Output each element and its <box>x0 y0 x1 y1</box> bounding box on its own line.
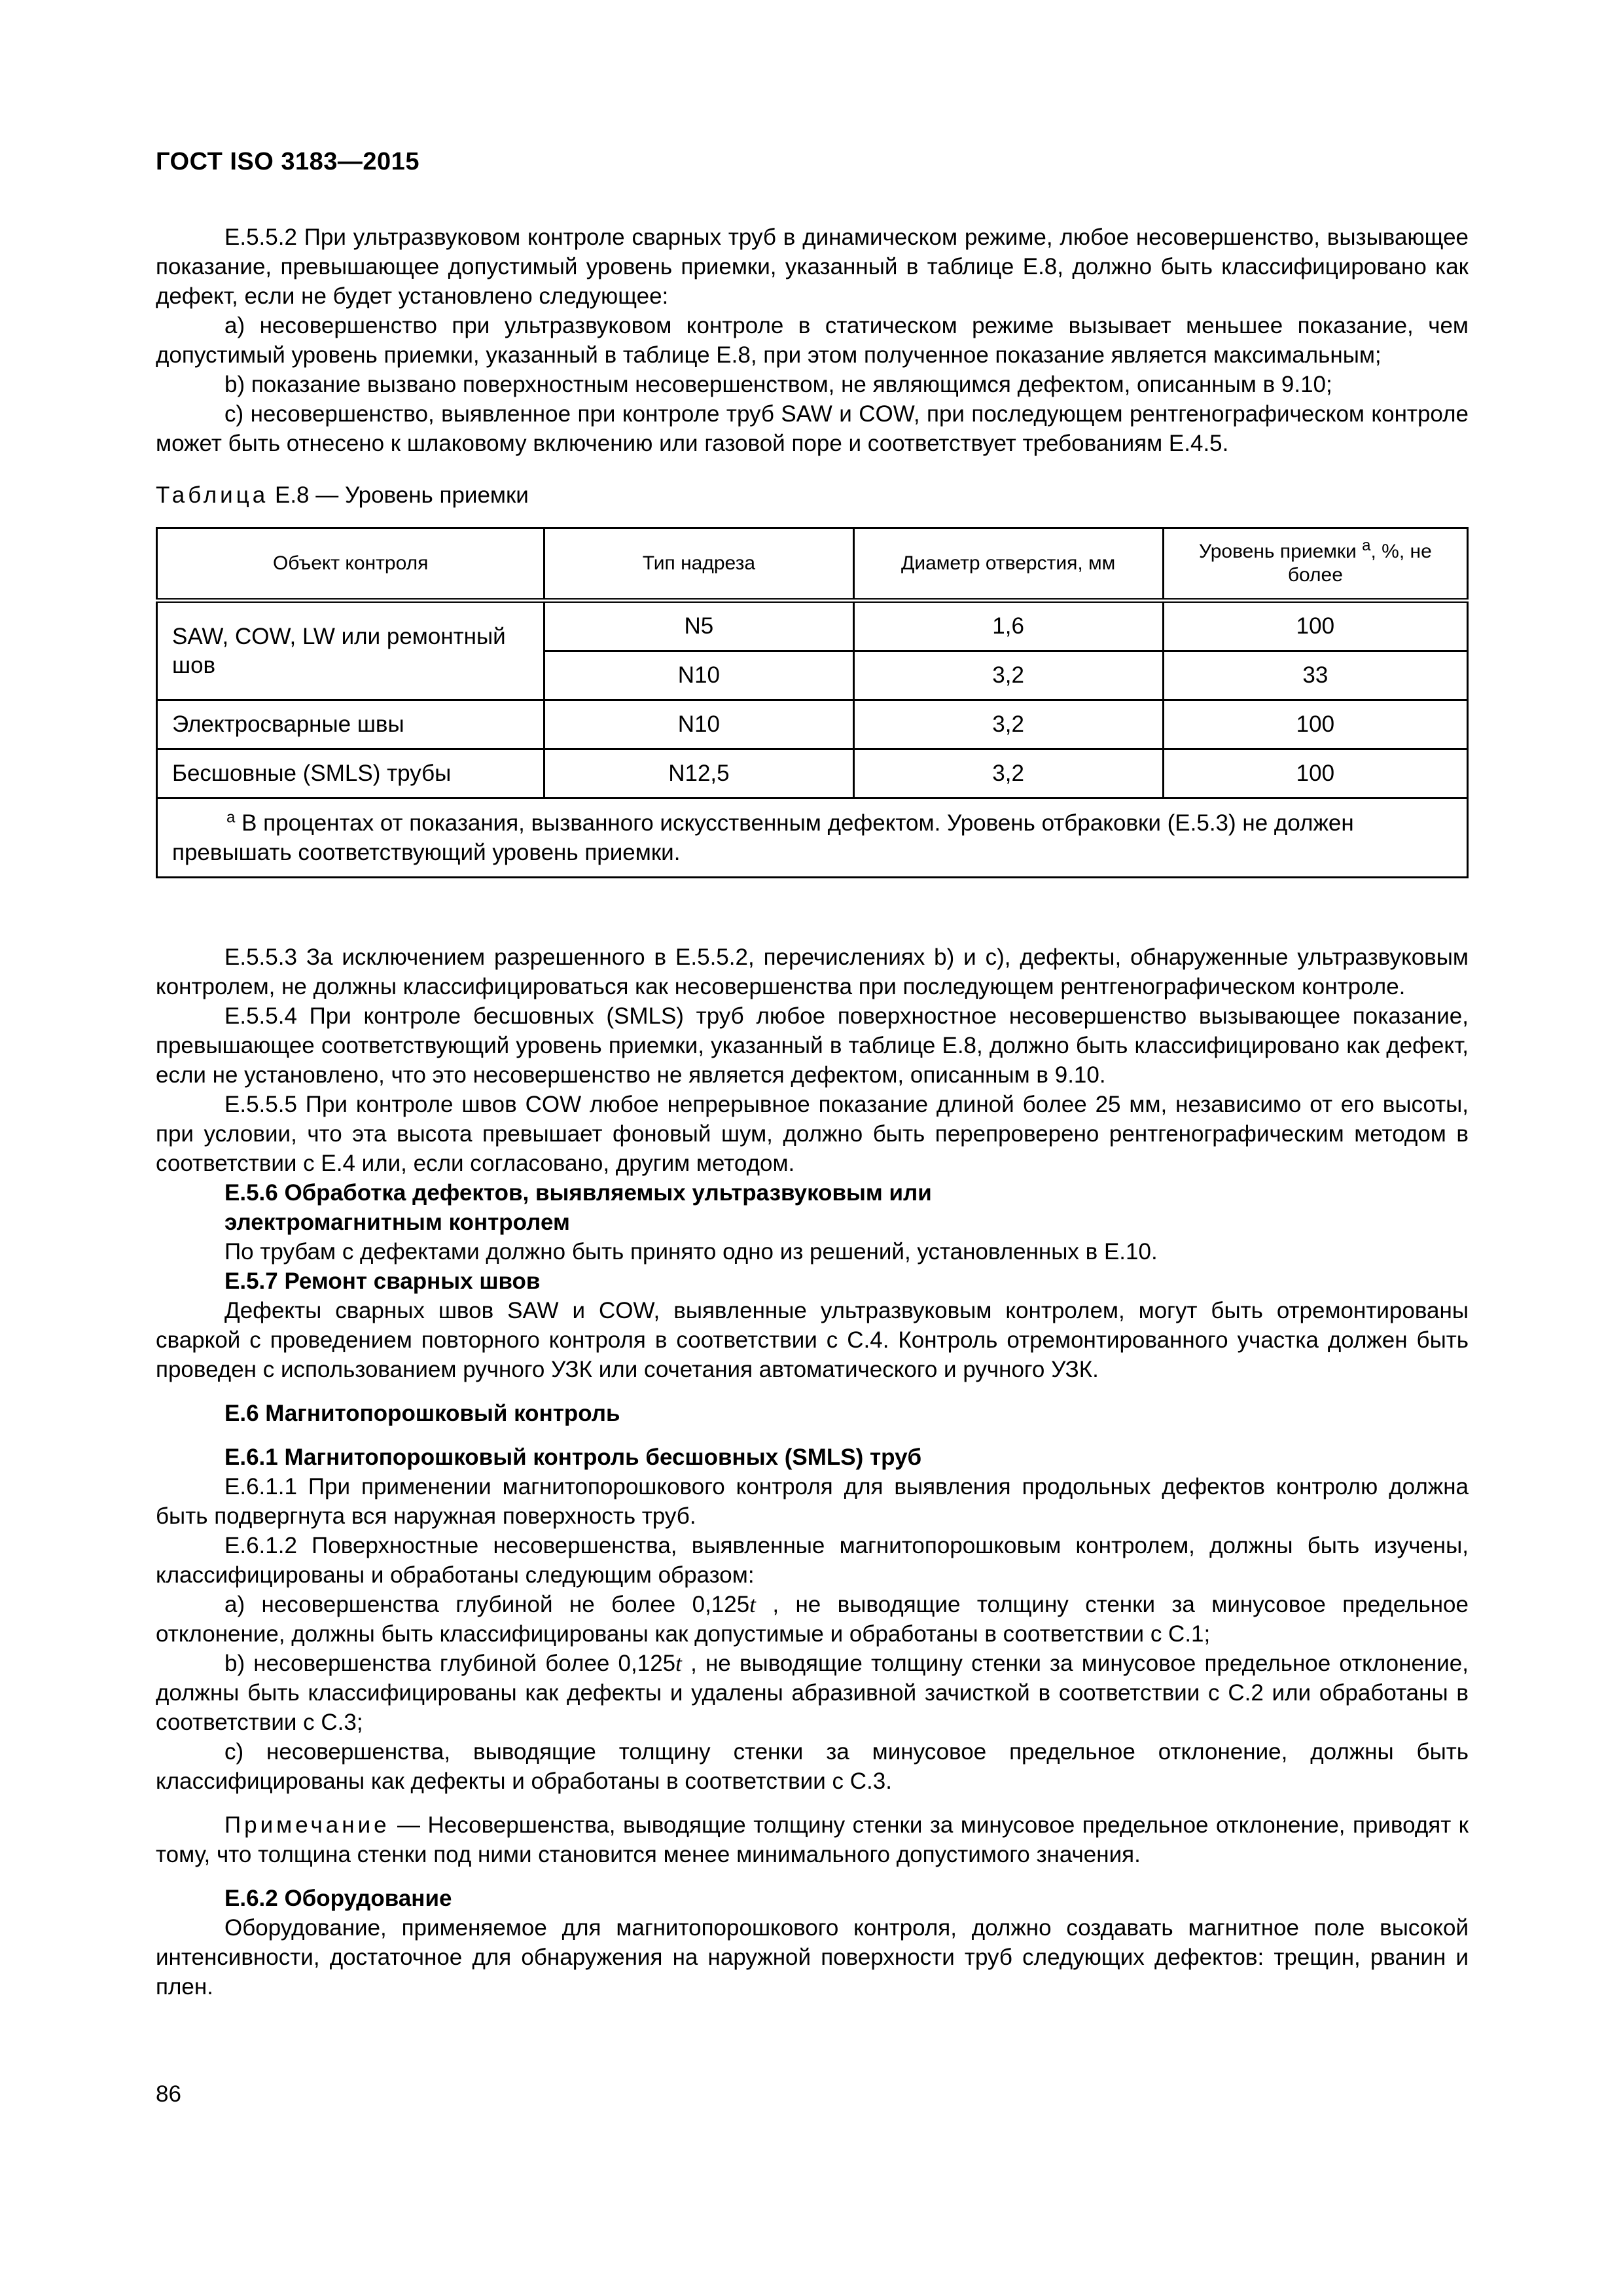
list-item-a: a) несовершенство при ультразвуковом контроле в статическом режиме вызывает меньшее показание, чем допустимый уровень приемки, указанный в таблице Е.8, при этом полученное показание является максимальным; <box>156 313 1469 368</box>
thickness-symbol: t <box>675 1651 682 1676</box>
heading-e56-line2: электромагнитным контролем <box>224 1210 570 1235</box>
page-number: 86 <box>156 2081 181 2107</box>
paragraph-e56: По трубам с дефектами должно быть принято одно из решений, установленных в Е.10. <box>224 1239 1158 1265</box>
acceptance-level-table <box>156 527 1469 878</box>
table-caption-prefix: Таблица <box>156 482 269 508</box>
paragraph-e553: Е.5.5.3 За исключением разрешенного в Е.5.5.2, перечислениях b) и c), дефекты, обнаруженные ультразвуковым контролем, не должны классифицироваться как несовершенства при последующем рентгенографическом контроле. <box>156 944 1469 999</box>
paragraph-e612: Е.6.1.2 Поверхностные несовершенства, выявленные магнитопорошковым контролем, должны быть изучены, классифицированы и обработаны следующим образом: <box>156 1533 1469 1588</box>
cell-object: Электросварные швы <box>157 700 544 749</box>
cell-diameter: 3,2 <box>853 700 1163 749</box>
table-footnote: $^a$ В процентах от показания, вызванного искусственным дефектом. Уровень отбраковки (Е.5.3) не должен превышать соответствующий уровень приемки. <box>157 798 1468 878</box>
cell-level: 100 <box>1163 749 1467 798</box>
heading-e57: Е.5.7 Ремонт сварных швов <box>224 1268 541 1294</box>
cell-level: 100 <box>1163 700 1467 749</box>
content-upper <box>156 223 1469 878</box>
cell-object: Бесшовные (SMLS) трубы <box>157 749 544 798</box>
paragraph-e57: Дефекты сварных швов SAW и COW, выявленные ультразвуковым контролем, могут быть отремонтированы сваркой с проведением повторного контроля в соответствии с С.4. Контроль отремонтированного участка должен быть проведен с использованием ручного УЗК или сочетания автоматического и ручного УЗК. <box>156 1298 1469 1382</box>
cell-notch: N10 <box>544 651 853 700</box>
cell-object: SAW, COW, LW или ремонтный шов <box>157 601 544 700</box>
table-header-row <box>157 528 1468 601</box>
note <box>156 1810 1469 1869</box>
header-hole-diameter: Диаметр отверстия, мм <box>853 528 1163 601</box>
cell-notch: N5 <box>544 601 853 651</box>
cell-notch: N10 <box>544 700 853 749</box>
heading-e56-line1: Е.5.6 Обработка дефектов, выявляемых ультразвуковым или <box>224 1180 932 1206</box>
content-lower <box>156 942 1469 2001</box>
table-caption-text: Е.8 — Уровень приемки <box>274 482 529 508</box>
document-header: ГОСТ ISO 3183—2015 <box>156 148 419 175</box>
header-acceptance-level: Уровень приемки $^a$, %, не более <box>1163 528 1467 601</box>
header-notch-type: Тип надреза <box>544 528 853 601</box>
cell-notch: N12,5 <box>544 749 853 798</box>
cell-diameter: 3,2 <box>853 749 1163 798</box>
table-row <box>157 700 1468 749</box>
cell-level: 100 <box>1163 601 1467 651</box>
footnote-mark: a <box>226 808 236 827</box>
paragraph-e555: Е.5.5.5 При контроле швов COW любое непрерывное показание длиной более 25 мм, независимо от его высоты, при условии, что эта высота превышает фоновый шум, должно быть перепроверено рентгенографическим методом в соответствии с Е.4 или, если согласовано, другим методом. <box>156 1092 1469 1176</box>
paragraph-e62: Оборудование, применяемое для магнитопорошкового контроля, должно создавать магнитное поле высокой интенсивности, достаточное для обнаружения на наружной поверхности труб следующих дефектов: трещин, рванин и плен. <box>156 1915 1469 2000</box>
paragraph-e554: Е.5.5.4 При контроле бесшовных (SMLS) труб любое поверхностное несовершенство вызывающее показание, превышающее соответствующий уровень приемки, указанный в таблице Е.8, должно быть классифицировано как дефект, если не установлено, что это несовершенство не является дефектом, описанным в 9.10. <box>156 1003 1469 1088</box>
note-text: — Несовершенства, выводящие толщину стенки за минусовое предельное отклонение, приводят к тому, что толщина стенки под ними становится менее минимального допустимого значения. <box>156 1812 1469 1867</box>
list-item-b-mpi: b) несовершенства глубиной более 0,125t , не выводящие толщину стенки за минусовое предельное отклонение, должны быть классифицированы как дефекты и удалены абразивной зачисткой в соответствии с С.2 или обработаны в соответствии с С.3; <box>156 1651 1469 1735</box>
table-row <box>157 601 1468 651</box>
list-item-c-mpi: c) несовершенства, выводящие толщину стенки за минусовое предельное отклонение, должны быть классифицированы как дефекты и обработаны в соответствии с С.3. <box>156 1739 1469 1794</box>
paragraph-e611: Е.6.1.1 При применении магнитопорошкового контроля для выявления продольных дефектов контролю должна быть подвергнута вся наружная поверхность труб. <box>156 1474 1469 1529</box>
table-row <box>157 749 1468 798</box>
thickness-symbol: t <box>749 1592 756 1617</box>
paragraph-e552: Е.5.5.2 При ультразвуковом контроле сварных труб в динамическом режиме, любое несовершенство, вызывающее показание, превышающее допустимый уровень приемки, указанный в таблице Е.8, должно быть классифицировано как дефект, если не будет установлено следующее: <box>156 224 1469 309</box>
table-caption <box>156 480 1469 510</box>
list-item-c: c) несовершенство, выявленное при контроле труб SAW и COW, при последующем рентгенографическом контроле может быть отнесено к шлаковому включению или газовой поре и соответствует требованиям Е.4.5. <box>156 401 1469 456</box>
heading-e61: Е.6.1 Магнитопорошковый контроль бесшовных (SMLS) труб <box>224 1444 922 1470</box>
cell-diameter: 3,2 <box>853 651 1163 700</box>
footnote-mark: a <box>1362 537 1371 554</box>
list-item-b: b) показание вызвано поверхностным несовершенством, не являющимся дефектом, описанным в 9.10; <box>224 372 1332 397</box>
list-item-a-mpi: a) несовершенства глубиной не более 0,125t , не выводящие толщину стенки за минусовое предельное отклонение, должны быть классифицированы как допустимые и обработаны в соответствии с С.1; <box>156 1592 1469 1647</box>
heading-e6: Е.6 Магнитопорошковый контроль <box>224 1401 620 1426</box>
note-label: Примечание <box>224 1812 390 1838</box>
cell-level: 33 <box>1163 651 1467 700</box>
heading-e62: Е.6.2 Оборудование <box>224 1886 452 1911</box>
cell-diameter: 1,6 <box>853 601 1163 651</box>
table-footnote-row <box>157 798 1468 878</box>
header-object: Объект контроля <box>157 528 544 601</box>
